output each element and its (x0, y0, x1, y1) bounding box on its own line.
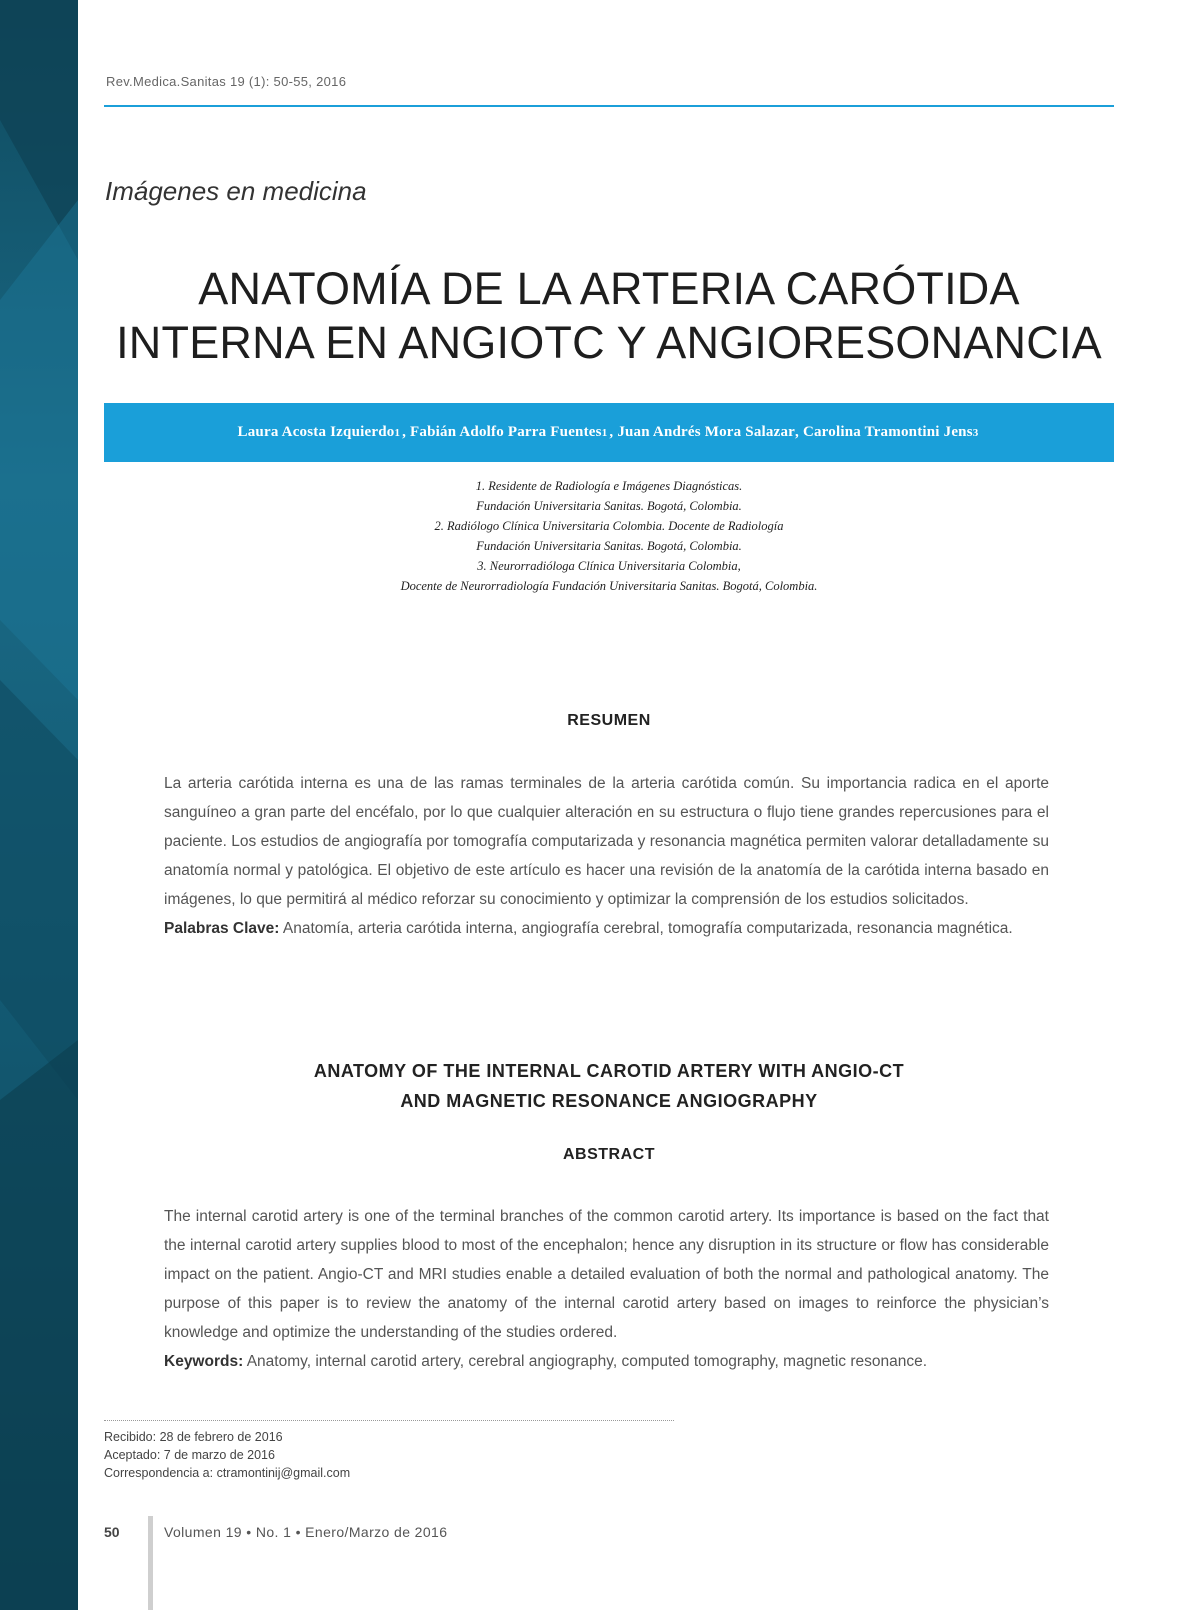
article-title (104, 262, 1114, 370)
author-name: Fabián Adolfo Parra Fuentes (410, 424, 602, 440)
footer-divider (148, 1516, 153, 1610)
affiliation-line: 1. Residente de Radiología e Imágenes Diagnósticas. (475, 479, 743, 493)
page-number: 50 (104, 1524, 120, 1540)
author-name: Carolina Tramontini Jens (802, 424, 973, 440)
resumen-body (164, 769, 1049, 943)
english-title (104, 1056, 1114, 1116)
footnote-divider (104, 1420, 674, 1421)
english-title-line-2: AND MAGNETIC RESONANCE ANGIOGRAPHY (400, 1091, 818, 1111)
accepted-date: Aceptado: 7 de marzo de 2016 (104, 1448, 275, 1462)
english-title-line-1: ANATOMY OF THE INTERNAL CAROTID ARTERY WITH ANGIO-CT (313, 1061, 905, 1081)
author-separator: , (795, 424, 799, 440)
palabras-clave-text: Anatomía, arteria carótida interna, angiografía cerebral, tomografía computarizada, resonancia magnética. (282, 920, 1013, 937)
resumen-paragraph: La arteria carótida interna es una de las ramas terminales de la arteria carótida común. Su importancia radica en el aporte sanguíneo a gran parte del encéfalo, por lo que cualquier alteración en su estructura o flujo tiene grandes repercusiones para el paciente. Los estudios de angiografía por tomografía computarizada y resonancia magnética permiten valorar detalladamente su anatomía normal y patológica. El objetivo de este artículo es hacer una revisión de la anatomía de la carótida interna basado en imágenes, lo que permitirá al médico reforzar su conocimiento y optimizar la comprensión de los estudios solicitados. (164, 775, 1049, 908)
side-band-pattern (0, 0, 78, 1610)
section-label: Imágenes en medicina (105, 176, 367, 206)
received-date: Recibido: 28 de febrero de 2016 (104, 1430, 283, 1444)
abstract-paragraph: The internal carotid artery is one of the terminal branches of the common carotid artery. Its importance is based on the fact that the internal carotid artery supplies blood to most of the encephalon; hence any disruption in its structure or flow has considerable impact on the patient. Angio-CT and MRI studies enable a detailed evaluation of both the normal and pathological anatomy. The purpose of this paper is to review the anatomy of the internal carotid artery based on images to reinforce the physician’s knowledge and optimize the understanding of the studies ordered. (164, 1208, 1049, 1341)
footnotes (104, 1428, 350, 1482)
palabras-clave-label: Palabras Clave: (164, 920, 280, 937)
abstract-heading: ABSTRACT (563, 1146, 655, 1163)
author-name: Juan Andrés Mora Salazar (617, 424, 796, 440)
author-separator: , (402, 424, 407, 440)
keywords-label: Keywords: (164, 1353, 244, 1370)
author-affiliation-mark: 3 (972, 426, 979, 439)
affiliation-line: Docente de Neurorradiología Fundación Universitaria Sanitas. Bogotá, Colombia. (400, 579, 818, 593)
abstract-body (164, 1202, 1049, 1376)
article-title-line-2: INTERNA EN ANGIOTC Y ANGIORESONANCIA (116, 317, 1102, 368)
issue-info: Volumen 19 • No. 1 • Enero/Marzo de 2016 (164, 1524, 448, 1540)
author-separator: , (609, 424, 614, 440)
affiliation-line: 2. Radiólogo Clínica Universitaria Colombia. Docente de Radiología (434, 519, 784, 533)
affiliation-line: Fundación Universitaria Sanitas. Bogotá, Colombia. (476, 539, 742, 553)
correspondence-email: Correspondencia a: ctramontinij@gmail.com (104, 1466, 351, 1480)
author-affiliation-mark: 1 (394, 426, 401, 439)
affiliation-line: Fundación Universitaria Sanitas. Bogotá, Colombia. (476, 499, 742, 513)
author-name: Laura Acosta Izquierdo (237, 424, 395, 440)
affiliations (104, 476, 1114, 596)
keywords-text: Anatomy, internal carotid artery, cerebral angiography, computed tomography, magnetic resonance. (246, 1353, 928, 1370)
affiliation-line: 3. Neurorradióloga Clínica Universitaria Colombia, (477, 559, 741, 573)
decorative-side-band (0, 0, 78, 1610)
resumen-heading: RESUMEN (567, 712, 651, 729)
article-title-line-1: ANATOMÍA DE LA ARTERIA CARÓTIDA (198, 263, 1020, 314)
author-affiliation-mark: 1 (601, 426, 608, 439)
journal-reference: Rev.Medica.Sanitas 19 (1): 50-55, 2016 (106, 74, 347, 89)
authors-bar (104, 403, 1114, 462)
header-divider (104, 105, 1114, 107)
